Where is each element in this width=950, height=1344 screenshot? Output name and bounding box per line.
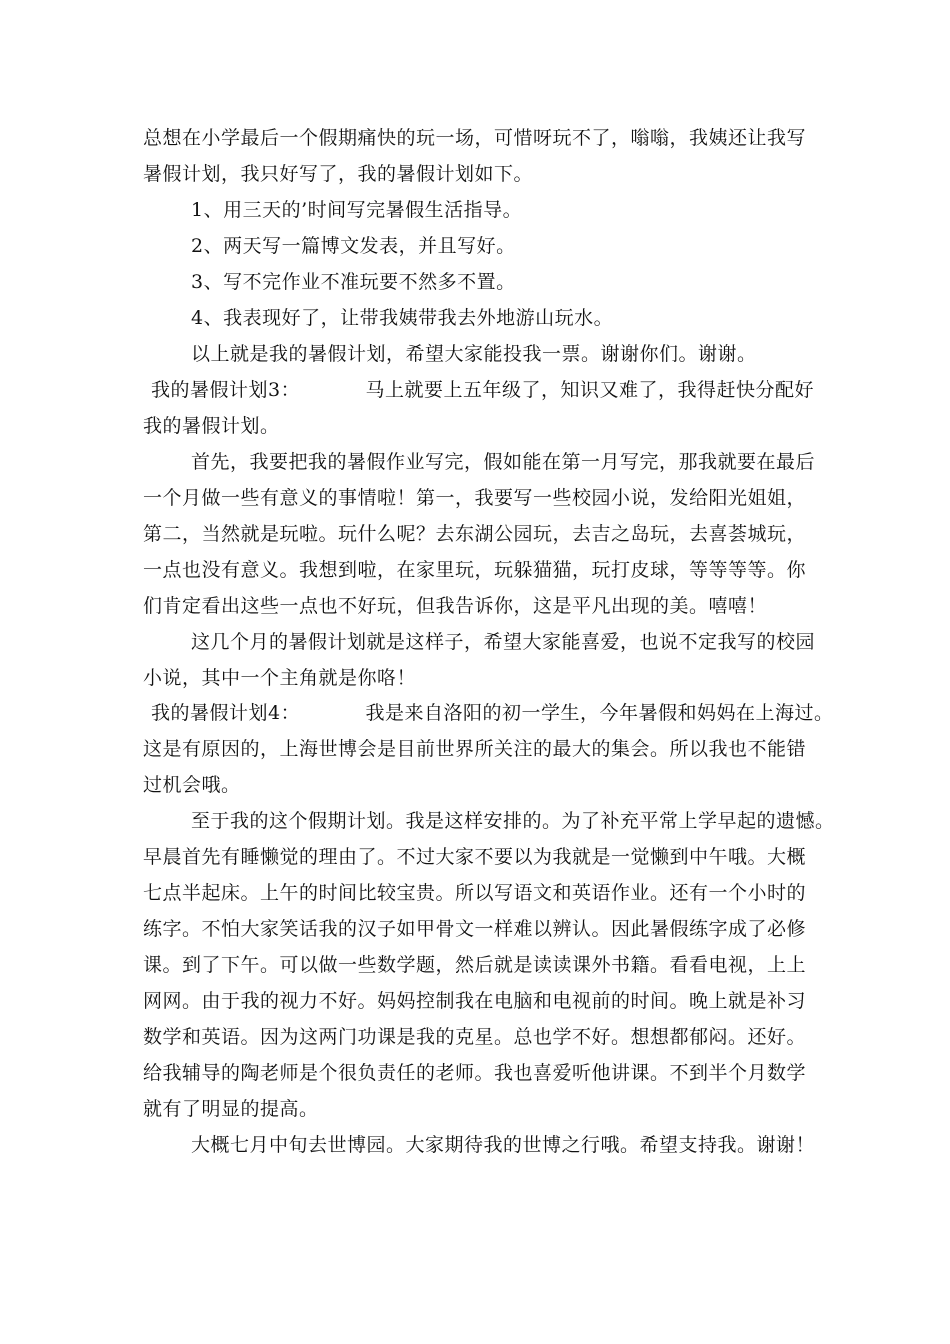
text-line: 们肯定看出这些一点也不好玩，但我告诉你，这是平凡出现的美。嘻嘻！ — [143, 595, 768, 617]
text-line: 练字。不怕大家笑话我的汉子如甲骨文一样难以辨认。因此暑假练字成了必修 — [143, 918, 807, 940]
text-line: 这几个月的暑假计划就是这样子，希望大家能喜爱，也说不定我写的校园 — [191, 631, 816, 653]
text-line: 大概七月中旬去世博园。大家期待我的世博之行哦。希望支持我。谢谢！ — [191, 1134, 816, 1156]
text-line: 这是有原因的，上海世博会是目前世界所关注的最大的集会。所以我也不能错 — [143, 738, 807, 760]
text-line: 就有了明显的提高。 — [143, 1098, 319, 1120]
text-line: 至于我的这个假期计划。我是这样安排的。为了补充平常上学早起的遗憾。 — [191, 810, 835, 832]
text-line: 第二，当然就是玩啦。玩什么呢？去东湖公园玩，去吉之岛玩，去喜荟城玩， — [143, 523, 807, 545]
text-line: 一个月做一些有意义的事情啦！第一，我要写一些校园小说，发给阳光姐姐， — [143, 487, 807, 509]
text-line: 我的暑假计划。 — [143, 415, 280, 437]
section-heading-line: 我的暑假计划3： 马上就要上五年级了，知识又难了，我得赶快分配好 — [151, 379, 814, 401]
text-line: 早晨首先有睡懒觉的理由了。不过大家不要以为我就是一觉懒到中午哦。大概 — [143, 846, 807, 868]
text-line: 七点半起床。上午的时间比较宝贵。所以写语文和英语作业。还有一个小时的 — [143, 882, 807, 904]
text-line: 网网。由于我的视力不好。妈妈控制我在电脑和电视前的时间。晚上就是补习 — [143, 990, 807, 1012]
list-item: 2、两天写一篇博文发表，并且写好。 — [191, 235, 516, 257]
text-line: 暑假计划，我只好写了，我的暑假计划如下。 — [143, 163, 534, 185]
text-line: 小说，其中一个主角就是你咯！ — [143, 667, 417, 689]
list-item: 1、用三天的’时间写完暑假生活指导。 — [191, 199, 523, 221]
text-line: 过机会哦。 — [143, 774, 241, 796]
section-heading-line: 我的暑假计划4： 我是来自洛阳的初一学生，今年暑假和妈妈在上海过。 — [151, 702, 834, 724]
text-line: 课。到了下午。可以做一些数学题，然后就是读读课外书籍。看看电视，上上 — [143, 954, 807, 976]
text-line: 给我辅导的陶老师是个很负责任的老师。我也喜爱听他讲课。不到半个月数学 — [143, 1062, 807, 1084]
list-item: 4、我表现好了，让带我姨带我去外地游山玩水。 — [191, 307, 614, 329]
text-line: 数学和英语。因为这两门功课是我的克星。总也学不好。想想都郁闷。还好。 — [143, 1026, 807, 1048]
text-line: 以上就是我的暑假计划，希望大家能投我一票。谢谢你们。谢谢。 — [191, 343, 757, 365]
text-line: 总想在小学最后一个假期痛快的玩一场，可惜呀玩不了，嗡嗡，我姨还让我写 — [143, 127, 807, 149]
text-line: 首先，我要把我的暑假作业写完，假如能在第一月写完，那我就要在最后 — [191, 451, 816, 473]
text-line: 一点也没有意义。我想到啦，在家里玩，玩躲猫猫，玩打皮球，等等等等。你 — [143, 559, 807, 581]
list-item: 3、写不完作业不准玩要不然多不置。 — [191, 271, 516, 293]
